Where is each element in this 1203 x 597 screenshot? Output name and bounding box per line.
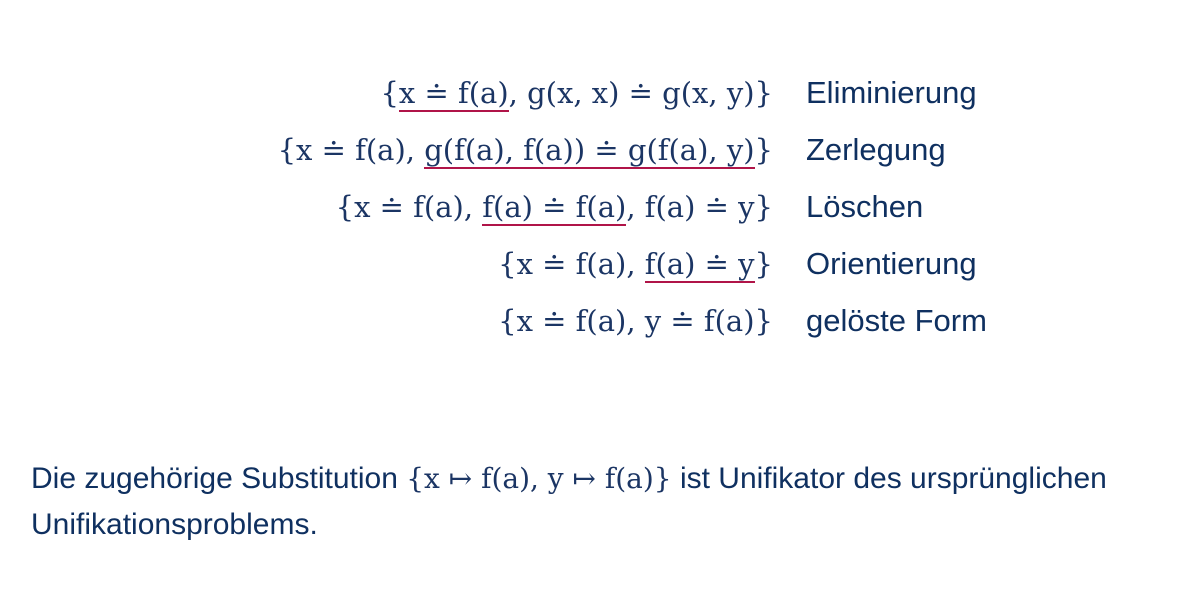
- formula-suffix: , f(a) ≐ y}: [626, 190, 773, 224]
- formula-suffix: }: [754, 247, 773, 281]
- constraint-set: [380, 74, 773, 112]
- rule-name: Zerlegung: [806, 132, 946, 167]
- rule-name: Orientierung: [806, 246, 977, 281]
- substitution-formula: {x ↦ f(a), y ↦ f(a)}: [406, 462, 672, 495]
- unification-derivation: [0, 66, 1203, 351]
- formula-prefix: {x ≐ f(a), y ≐ f(a)}: [498, 304, 773, 338]
- rule-name: gelöste Form: [806, 303, 987, 338]
- constraint-set: [336, 188, 773, 226]
- formula-prefix: {x ≐ f(a),: [498, 247, 645, 281]
- conclusion-paragraph: [31, 456, 1191, 548]
- rule-redex-underlined: g(f(a), f(a)) ≐ g(f(a), y): [424, 133, 755, 167]
- rule-redex-underlined: f(a) ≐ f(a): [482, 190, 627, 224]
- formula-prefix: {: [380, 76, 399, 110]
- formula-prefix: {x ≐ f(a),: [277, 133, 425, 167]
- formula-suffix: }: [754, 133, 773, 167]
- derivation-step: [0, 123, 1203, 180]
- formula-prefix: {x ≐ f(a),: [335, 190, 483, 224]
- derivation-step: [0, 66, 1203, 123]
- rule-name: Löschen: [806, 189, 924, 224]
- rule-redex-underlined: x ≐ f(a): [398, 76, 509, 110]
- derivation-step: [0, 180, 1203, 237]
- conclusion-text-start: Die zugehörige Substitution: [31, 462, 407, 495]
- conclusion-text-end: ist Unifikator des ursprünglichen Unifikationsproblems.: [31, 462, 1107, 541]
- constraint-set: [498, 302, 773, 340]
- rule-name: Eliminierung: [806, 75, 977, 110]
- constraint-set: [498, 245, 773, 283]
- derivation-step: [0, 294, 1203, 351]
- formula-suffix: , g(x, x) ≐ g(x, y)}: [508, 76, 773, 110]
- rule-redex-underlined: f(a) ≐ y: [644, 247, 755, 281]
- constraint-set: [278, 131, 773, 169]
- derivation-step: [0, 237, 1203, 294]
